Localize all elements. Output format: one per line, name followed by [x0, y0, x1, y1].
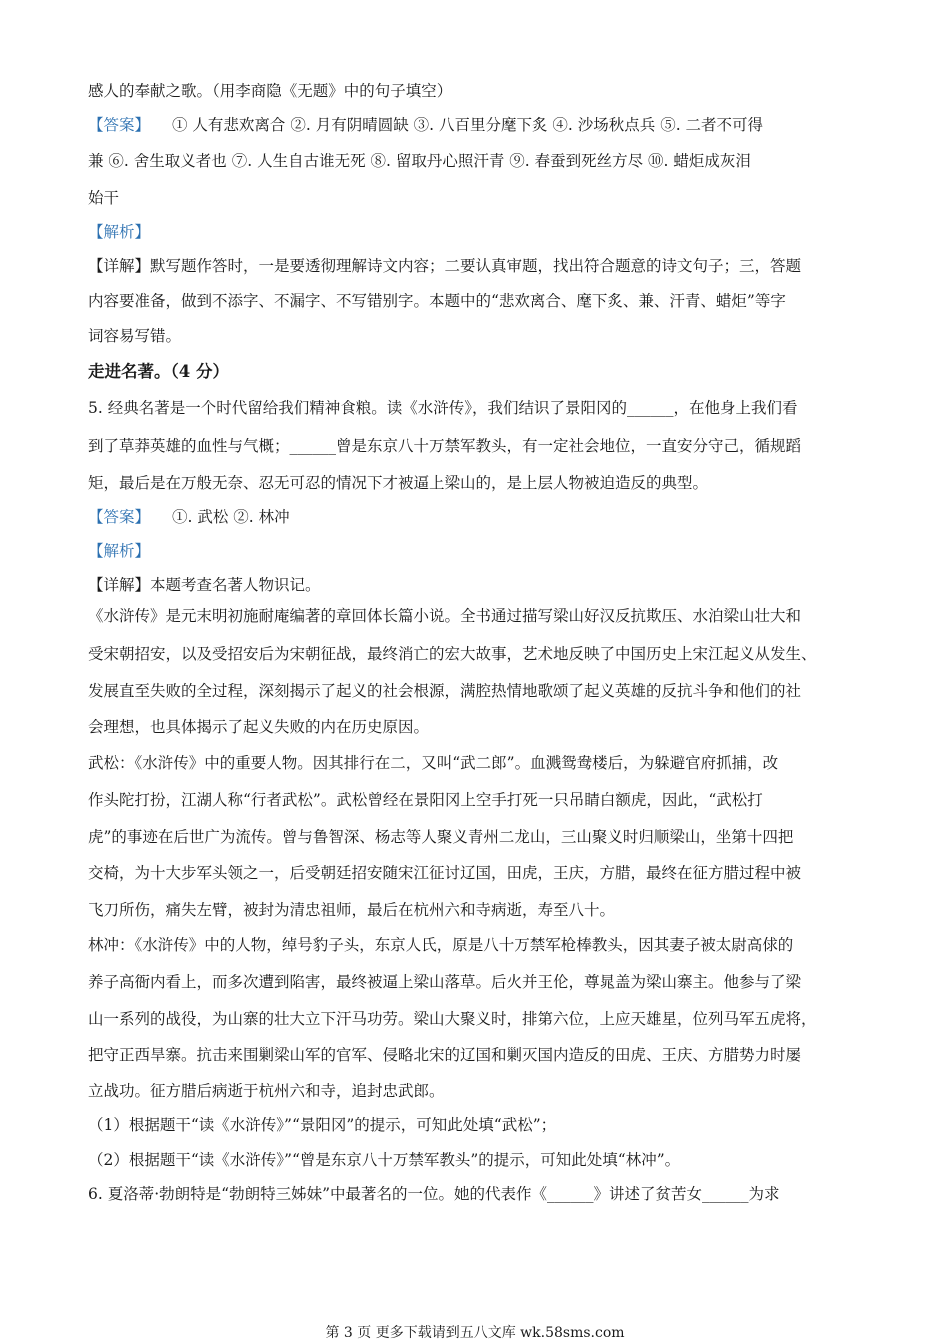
- text-line: 作头陀打扮，江湖人称“行者武松”。武松曾经在景阳冈上空手打死一只吊睛白额虎，因此，“武松打: [88, 791, 763, 809]
- text-line: （1）根据题干“读《水浒传》”“景阳冈”的提示，可知此处填“武松”；: [88, 1116, 557, 1134]
- text-line: 受宋朝招安，以及受招安后为宋朝征战，最终消亡的宏大故事，艺术地反映了中国历史上宋江起义从发生、: [88, 645, 817, 663]
- text-line: （2）根据题干“读《水浒传》”“曾是东京八十万禁军教头”的提示，可知此处填“林冲”。: [88, 1151, 681, 1169]
- text-line: 【详解】本题考查名著人物识记。: [88, 576, 321, 594]
- text-line: 兼 ⑥. 舍生取义者也 ⑦. 人生自古谁无死 ⑧. 留取丹心照汗青 ⑨. 春蚕到死丝方尽 ⑩. 蜡炬成灰泪: [88, 152, 751, 170]
- text-line: 交椅，为十大步军头领之一，后受朝廷招安随宋江征讨辽国，田虎，王庆，方腊，最终在征方腊过程中被: [88, 864, 802, 882]
- text-line: 养子高衙内看上，而多次遭到陷害，最终被逼上梁山落草。后火并王伦，尊晁盖为梁山寨主。他参与了梁: [88, 973, 802, 991]
- question-5-line: 矩，最后是在万般无奈、忍无可忍的情况下才被逼上梁山的，是上层人物被迫造反的典型。: [88, 474, 709, 492]
- answer-tag: 【答案】: [88, 116, 151, 134]
- text-line: 内容要准备，做到不添字、不漏字、不写错别字。本题中的“悲欢离合、麾下炙、兼、汗青、蜡炬”等字: [88, 292, 786, 310]
- text-line: 始干: [88, 189, 120, 207]
- text-line: 把守正西旱寨。抗击来围剿梁山军的官军、侵略北宋的辽国和剿灭国内造反的田虎、王庆、方腊势力时屡: [88, 1046, 802, 1064]
- text-line: 飞刀所伤，痛失左臂，被封为清忠祖师，最后在杭州六和寺病逝，寿至八十。: [88, 901, 616, 919]
- page-footer: 第 3 页 更多下载请到五八文库 wk.58sms.com: [325, 1325, 625, 1341]
- text-line: 虎”的事迹在后世广为流传。曾与鲁智深、杨志等人聚义青州二龙山，三山聚义时归顺梁山，坐第十四把: [88, 828, 794, 846]
- text-line: 发展直至失败的全过程，深刻揭示了起义的社会根源，满腔热情地歌颂了起义英雄的反抗斗争和他们的社: [88, 682, 802, 700]
- text-line: 感人的奉献之歌。（用李商隐《无题》中的句子填空）: [88, 82, 453, 100]
- question-6-line: 6. 夏洛蒂·勃朗特是“勃朗特三姊妹”中最著名的一位。她的代表作《______》讲述了贫苦女______为求: [88, 1185, 780, 1203]
- text-line: 词容易写错。: [88, 327, 182, 345]
- section-heading: 走进名著。（4 分）: [88, 362, 229, 381]
- answer-text: ①. 武松 ②. 林冲: [172, 508, 290, 526]
- text-line: 【详解】默写题作答时，一是要透彻理解诗文内容；二要认真审题，找出符合题意的诗文句子；三，答题: [88, 257, 802, 275]
- text-line: 武松：《水浒传》中的重要人物。因其排行在二，又叫“武二郎”。血溅鸳鸯楼后，为躲避官府抓捕，改: [88, 754, 779, 772]
- analysis-tag: 【解析】: [88, 542, 151, 560]
- text-line: 林冲：《水浒传》中的人物，绰号豹子头，东京人氏，原是八十万禁军枪棒教头，因其妻子被太尉高俅的: [88, 936, 794, 954]
- question-5-line: 5. 经典名著是一个时代留给我们精神食粮。读《水浒传》，我们结识了景阳冈的______，在他身上我们看: [88, 399, 798, 417]
- text-line: 立战功。征方腊后病逝于杭州六和寺，追封忠武郎。: [88, 1082, 445, 1100]
- text-line: 《水浒传》是元末明初施耐庵编著的章回体长篇小说。全书通过描写梁山好汉反抗欺压、水泊梁山壮大和: [88, 607, 802, 625]
- question-5-line: 到了草莽英雄的血性与气概；______曾是东京八十万禁军教头，有一定社会地位，一直安分守己，循规蹈: [88, 437, 802, 455]
- analysis-tag: 【解析】: [88, 223, 151, 241]
- text-line: 会理想，也具体揭示了起义失败的内在历史原因。: [88, 718, 430, 736]
- text-line: ① 人有悲欢离合 ②. 月有阴晴圆缺 ③. 八百里分麾下炙 ④. 沙场秋点兵 ⑤. 二者不可得: [172, 116, 764, 134]
- text-line: 山一系列的战役，为山寨的壮大立下汗马功劳。梁山大聚义时，排第六位，上应天雄星，位列马军五虎将，: [88, 1010, 817, 1028]
- answer-tag: 【答案】: [88, 508, 151, 526]
